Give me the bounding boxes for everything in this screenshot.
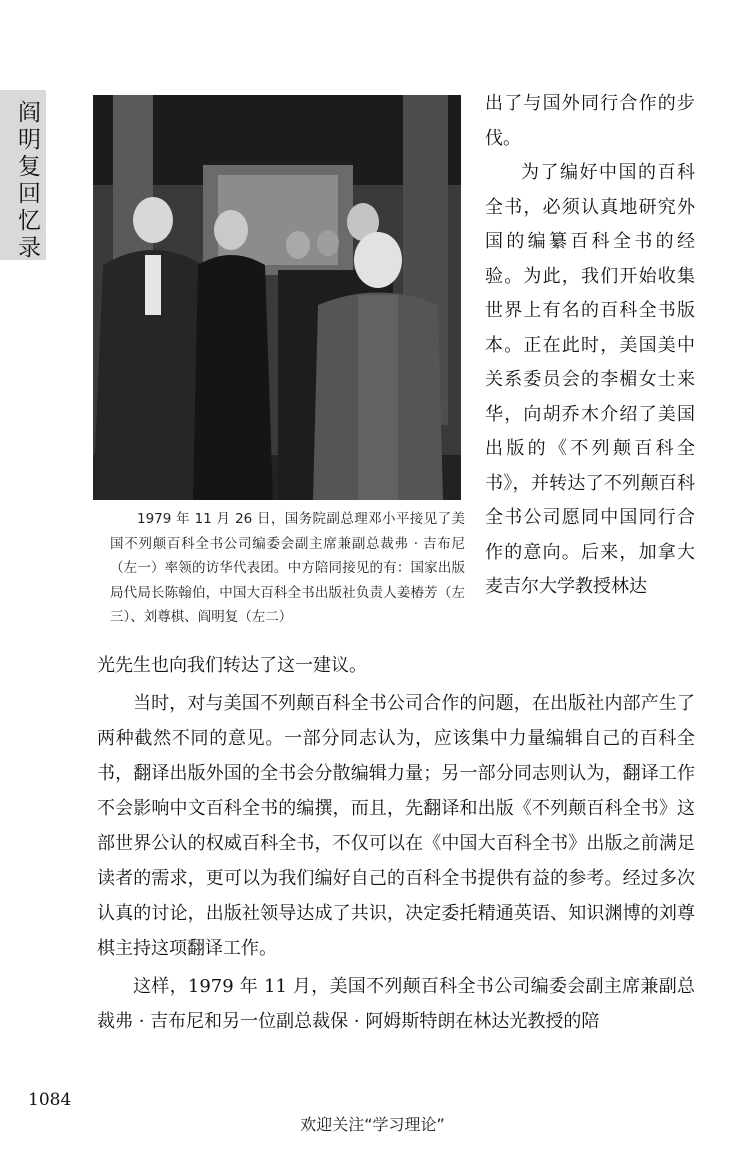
page-number: 1084 [28,1090,72,1110]
paragraph: 出了与国外同行合作的步伐。 [485,93,695,149]
body-text [97,648,695,1039]
caption-text: 1979 年 11 月 26 日，国务院副总理邓小平接见了美国不列颠百科全书公司编委会副主席兼副总裁弗 · 吉布尼（左一）率领的访华代表团。中方陪同接见的有：国家出版局代局长陈翰伯，中国大百科全书出版社负责人姜椿芳（左三）、刘尊棋、阎明复（左二） [110,511,465,625]
book-title: 阎明复回忆录 [14,100,40,262]
photo-caption [110,507,465,630]
paragraph: 光先生也向我们转达了这一建议。 [97,655,367,676]
paragraph: 为了编好中国的百科全书，必须认真地研究外国的编纂百科全书的经验。为此，我们开始收集世界上有名的百科全书版本。正在此时，美国美中关系委员会的李楣女士来华，向胡乔木介绍了美国出版的《不列颠百科全书》，并转达了不列颠百科全书公司愿同中国同行合作的意向。后来，加拿大麦吉尔大学教授林达 [485,162,695,597]
paragraph: 当时，对与美国不列颠百科全书公司合作的问题，在出版社内部产生了两种截然不同的意见。一部分同志认为，应该集中力量编辑自己的百科全书，翻译出版外国的全书会分散编辑力量；另一部分同志则认为，翻译工作不会影响中文百科全书的编撰，而且，先翻译和出版《不列颠百科全书》这部世界公认的权威百科全书，不仅可以在《中国大百科全书》出版之前满足读者的需求，更可以为我们编好自己的百科全书提供有益的参考。经过多次认真的讨论，出版社领导达成了共识，决定委托精通英语、知识渊博的刘尊棋主持这项翻译工作。 [97,693,695,959]
photo-illustration [93,95,461,500]
right-column-text [485,87,695,605]
paragraph: 这样，1979 年 11 月，美国不列颠百科全书公司编委会副主席兼副总裁弗 · 吉布尼和另一位副总裁保 · 阿姆斯特朗在林达光教授的陪 [97,976,695,1032]
historical-photo [93,95,461,500]
footer-note: 欢迎关注“学习理论” [300,1115,445,1134]
